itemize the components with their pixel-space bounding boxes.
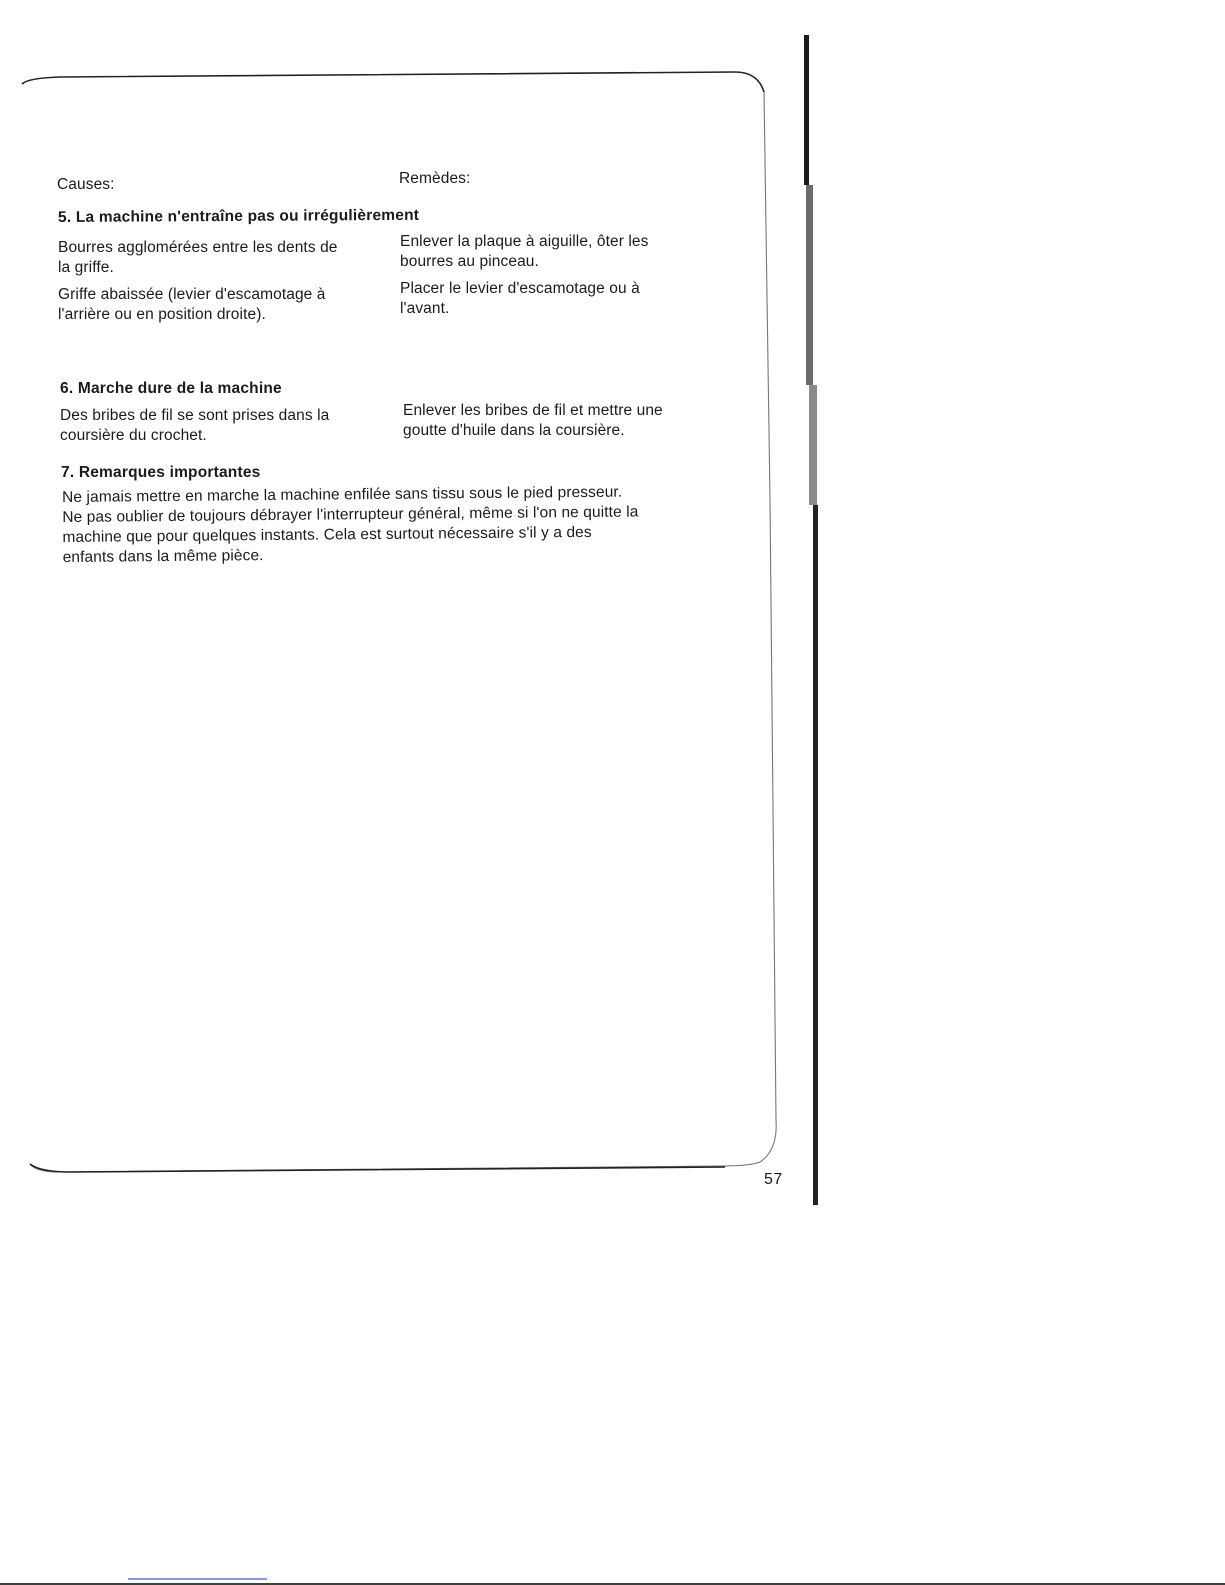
- cause-line: la griffe.: [58, 259, 114, 276]
- paragraph-line: machine que pour quelques instants. Cela est surtout nécessaire s'il y a des: [62, 523, 592, 546]
- binding-edge-top: [804, 35, 809, 185]
- cause-line: Griffe abaissée (levier d'escamotage à: [58, 286, 326, 303]
- section-5-heading: 5. La machine n'entraîne pas ou irrégulièrement: [57, 206, 420, 226]
- frame-bottom-rule: [30, 1164, 725, 1172]
- section-6-cause-1: [60, 406, 329, 446]
- section-7-paragraph: [62, 482, 639, 568]
- section-6-heading: 6. Marche dure de la machine: [60, 380, 282, 397]
- binding-edge-mid: [809, 385, 817, 505]
- paragraph-line: Ne jamais mettre en marche la machine enfilée sans tissu sous le pied presseur.: [62, 483, 623, 506]
- section-6-remedy-1: [403, 401, 663, 441]
- section-5-cause-2: [58, 285, 326, 325]
- remedy-line: bourres au pinceau.: [400, 253, 539, 270]
- paragraph-line: enfants dans la même pièce.: [62, 547, 264, 566]
- paragraph-line: Ne pas oublier de toujours débrayer l'interrupteur général, même si l'on ne quitte la: [62, 503, 639, 526]
- remedy-line: Enlever les bribes de fil et mettre une: [403, 402, 663, 419]
- frame-top-rule: [22, 72, 764, 92]
- section-5-cause-1: [58, 238, 338, 278]
- remedies-label: Remèdes:: [399, 170, 471, 187]
- remedy-line: Enlever la plaque à aiguille, ôter les: [400, 233, 649, 250]
- remedy-line: goutte d'huile dans la coursière.: [403, 422, 625, 439]
- cause-line: Des bribes de fil se sont prises dans la: [60, 407, 330, 424]
- binding-edge-bottom: [813, 505, 818, 1205]
- remedy-line: Placer le levier d'escamotage ou à: [400, 280, 640, 297]
- causes-label: Causes:: [57, 176, 115, 193]
- section-5-remedy-2: [400, 279, 640, 319]
- page-number: 57: [764, 1171, 783, 1188]
- section-7-heading: 7. Remarques importantes: [61, 464, 261, 481]
- remedy-line: l'avant.: [400, 300, 450, 317]
- section-5-remedy-1: [400, 232, 649, 272]
- binding-edge-shade: [806, 185, 813, 385]
- cause-line: Bourres agglomérées entre les dents de: [58, 239, 338, 256]
- cause-line: l'arrière ou en position droite).: [58, 306, 266, 323]
- cause-line: coursière du crochet.: [60, 427, 207, 444]
